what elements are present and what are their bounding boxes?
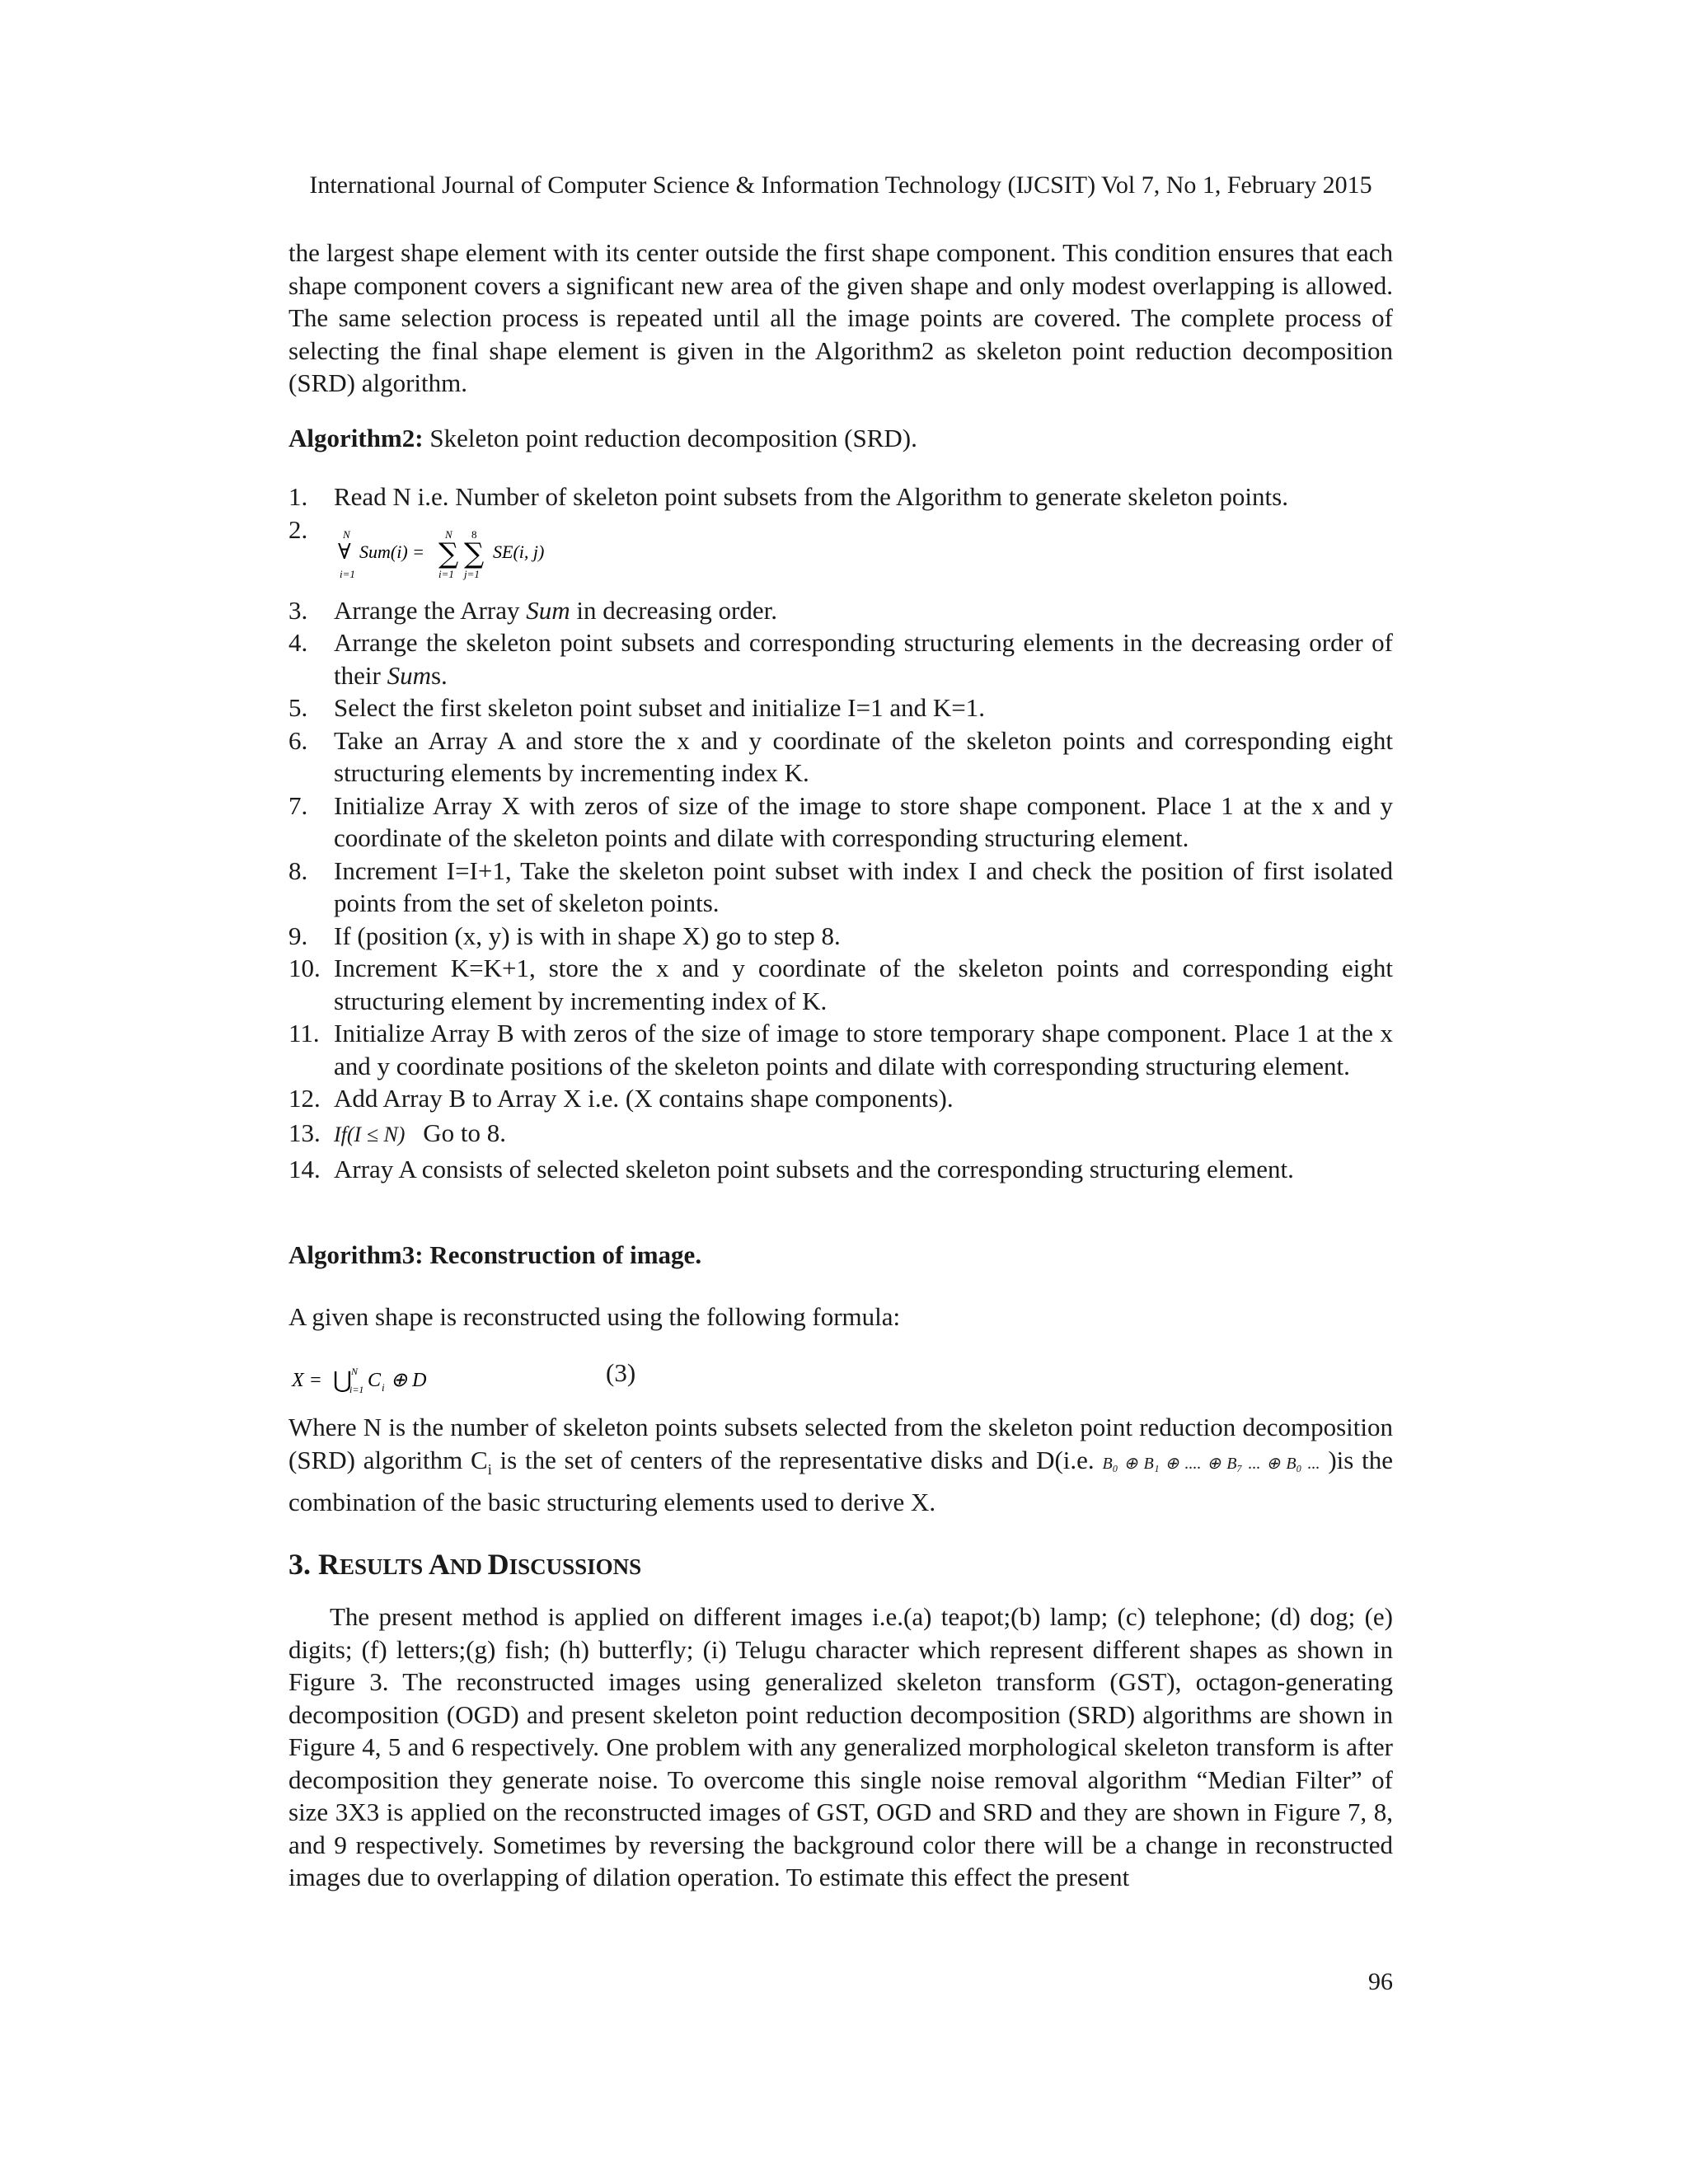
algorithm2-steps <box>288 480 1393 1185</box>
step-11: 11. Initialize Array B with zeros of the size of image to store temporary shape component. Place 1 at the x and y coordinate positions of the skeleton points and dilate with corresponding structuring element. <box>288 1019 1393 1080</box>
step-10: 10. Increment K=K+1, store the x and y coordinate of the skeleton points and corresponding eight structuring element by incrementing index of K. <box>288 954 1393 1015</box>
step-5: 5. Select the first skeleton point subset and initialize I=1 and K=1. <box>288 693 985 722</box>
forall-top: N <box>343 527 350 541</box>
equation-2 <box>336 525 633 583</box>
algorithm2-heading <box>288 424 1393 453</box>
sum1-bottom: i=1 <box>438 567 454 580</box>
structuring-combination: B₀ ⊕ B₁ ⊕ .... ⊕ B₇ ... ⊕ B₀ ... <box>1102 1454 1320 1473</box>
step-4: 4. Arrange the skeleton point subsets and corresponding structuring elements in the decreasing order of their Sums. <box>288 628 1393 690</box>
eq3-c-sub: i <box>382 1381 385 1394</box>
equation-number: (3) <box>606 1358 636 1387</box>
algorithm2-label: Algorithm2: <box>288 424 424 452</box>
sum2-symbol: ∑ <box>464 537 485 570</box>
where-paragraph: Where N is the number of skeleton points subsets selected from the skeleton point reduction decomposition (SRD) algorithm $C_i$ is the set of centers of the representative disks and D(i.e. B₀ ⊕ B₁ ⊕ .... ⊕ B₇ ... ⊕ B₀ ... )is the combination of the basic structuring elements used to derive X. <box>288 1413 1393 1517</box>
sum-rhs: SE(i, j) <box>493 541 545 562</box>
forall-symbol: ∀ <box>338 539 351 565</box>
union-bottom: i=1 <box>349 1384 364 1395</box>
step-6: 6. Take an Array A and store the x and y coordinate of the skeleton points and corresponding eight structuring elements by incrementing index K. <box>288 725 1393 787</box>
step-12: 12. Add Array B to Array X i.e. (X contains shape components). <box>288 1084 954 1113</box>
union-top: N <box>351 1366 359 1377</box>
sum-lhs: Sum(i) = <box>359 541 424 562</box>
sum2-top: 8 <box>471 527 477 541</box>
eq3-lhs: X = <box>292 1370 322 1391</box>
intro-paragraph: the largest shape element with its center outside the first shape component. This condition ensures that each shape component covers a significant new area of the given shape and only modest overlapping is allowed. The same selection process is repeated until all the image points are covered. The complete process of selecting the final shape element is given in the Algorithm2 as skeleton point reduction decomposition (SRD) algorithm. <box>288 238 1393 397</box>
sum1-top: N <box>445 527 452 541</box>
forall-bottom: i=1 <box>340 567 355 580</box>
step-3: 3. Arrange the Array Sum in decreasing order. <box>288 595 778 625</box>
section-heading: 3. RESULTS AND DISCUSSIONS <box>288 1548 642 1581</box>
step-14: 14. Array A consists of selected skeleton point subsets and the corresponding structuring element. <box>288 1154 1294 1183</box>
sum1-symbol: ∑ <box>438 537 459 570</box>
results-paragraph: The present method is applied on different images i.e.(a) teapot;(b) lamp; (c) telephone; (d) dog; (e) digits; (f) letters;(g) fish; (h) butterfly; (i) Telugu character which represent different shapes as shown in Figure 3. The reconstructed images using generalized skeleton transform (GST), octagon-generating decomposition (OGD) and present skeleton point reduction decomposition (SRD) algorithms are shown in Figure 4, 5 and 6 respectively. One problem with any generalized morphological skeleton transform is after decomposition they generate noise. To overcome this single noise removal algorithm “Median Filter” of size 3X3 is applied on the reconstructed images of GST, OGD and SRD and they are shown in Figure 7, 8, and 9 respectively. Sometimes by reversing the background color there will be a change in reconstructed images due to overlapping of dilation operation. To estimate this effect the present <box>288 1602 1393 1891</box>
step-1: 1. Read N i.e. Number of skeleton point subsets from the Algorithm to generate skeleton points. <box>288 482 1288 511</box>
if-condition: If(I ≤ N) <box>334 1122 406 1146</box>
equation-3 <box>290 1358 603 1399</box>
reconstruction-intro: A given shape is reconstructed using the following formula: <box>288 1302 901 1331</box>
sum2-bottom: j=1 <box>464 567 480 580</box>
algorithm2-title: Skeleton point reduction decomposition (SRD). <box>429 424 917 452</box>
step-9: 9. If (position (x, y) is with in shape X) go to step 8. <box>288 921 841 950</box>
running-header: International Journal of Computer Science & Information Technology (IJCSIT) Vol 7, No 1, February 2015 <box>309 171 1372 199</box>
eq3-c: C <box>368 1370 382 1391</box>
step-7: 7. Initialize Array X with zeros of size of the image to store shape component. Place 1 at the x and y coordinate of the skeleton points and dilate with corresponding structuring element. <box>288 790 1393 852</box>
step-8: 8. Increment I=I+1, Take the skeleton point subset with index I and check the position of first isolated points from the set of skeleton points. <box>288 855 1393 917</box>
step-13: 13. If(I ≤ N) Go to 8. <box>288 1118 506 1147</box>
step-2: 2. N ∀ i=1 Sum(i) = N ∑ i=1 8 ∑ j=1 SE(i, j) <box>288 513 1393 594</box>
page-number: 96 <box>1368 1968 1393 1995</box>
union-symbol: ⋃ <box>333 1366 352 1394</box>
algorithm3-heading: Algorithm3: Reconstruction of image. <box>288 1240 702 1269</box>
eq3-rhs: ⊕ D <box>391 1370 427 1391</box>
